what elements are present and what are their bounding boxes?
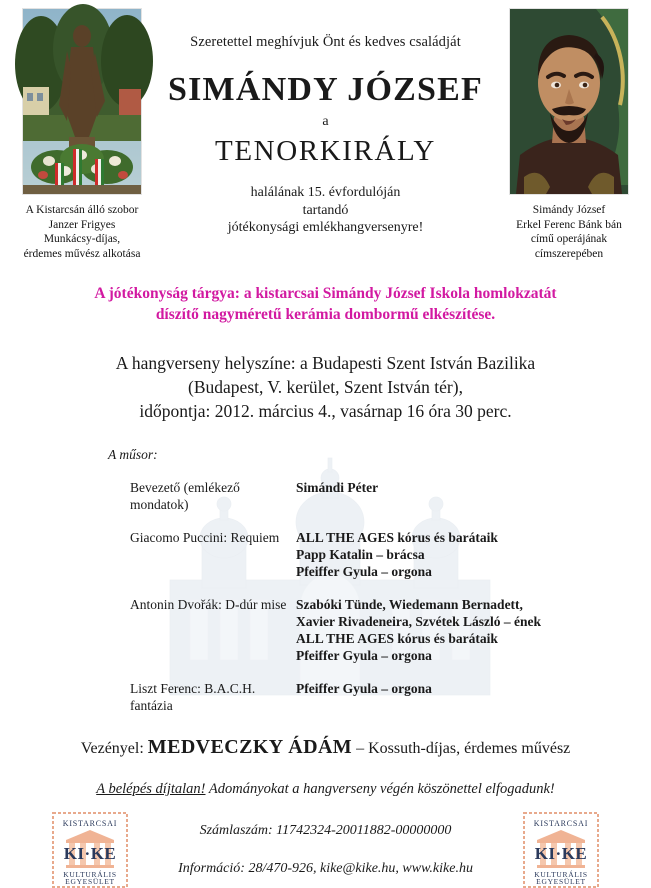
programme-section [0, 447, 651, 714]
honoree-name: SIMÁNDY JÓZSEF [168, 71, 483, 108]
svg-text:KISTARCSAI: KISTARCSAI [533, 819, 589, 828]
programme-performers [296, 596, 651, 664]
svg-text:KI·KE: KI·KE [63, 844, 117, 863]
admission-emphasis: A belépés díjtalan! [96, 781, 206, 797]
admission-rest: Adományokat a hangverseny végén köszönettel elfogadunk! [208, 781, 555, 797]
programme-work-title: Giacomo Puccini: Requiem [130, 530, 280, 545]
right-caption-line-1: Simándy József [532, 204, 606, 216]
left-caption-line-1: A Kistarcsán álló szobor [25, 204, 139, 216]
venue-line-3: időpontja: 2012. március 4., vasárnap 16 óra 30 perc. [139, 401, 512, 421]
venue-line-1: A hangverseny helyszíne: a Budapesti Szent István Bazilika [115, 353, 536, 373]
bank-account-number: Számlaszám: 11742324-20011882-00000000 [199, 823, 452, 838]
left-caption-line-4: érdemes művész alkotása [23, 247, 141, 260]
invitation-line: Szeretettel meghívjuk Önt és kedves családját [190, 34, 461, 50]
occasion-line-1: halálának 15. évfordulóján [250, 185, 401, 200]
programme-item [108, 479, 651, 513]
right-caption-line-4: címszerepében [534, 247, 604, 260]
poster-footer [0, 812, 651, 888]
programme-item [108, 680, 651, 714]
performer-line: ALL THE AGES kórus és barátaik [296, 631, 498, 646]
left-caption-line-3: Munkácsy-díjas, [43, 233, 121, 245]
performer-line: ALL THE AGES kórus és barátaik [296, 530, 498, 545]
purpose-line-2: díszítő nagyméretű kerámia dombormű elkészítése. [155, 306, 496, 323]
contact-info: Információ: 28/470-926, kike@kike.hu, www.kike.hu [178, 861, 473, 876]
admission-note [0, 781, 651, 798]
programme-performers [296, 680, 651, 697]
kike-logo-right [523, 812, 599, 888]
conductor-titles: – Kossuth-díjas, érdemes művész [356, 740, 571, 757]
performer-line: Papp Katalin – brácsa [296, 547, 425, 562]
programme-work-title: Liszt Ferenc: B.A.C.H. fantázia [130, 681, 256, 713]
svg-text:KISTARCSAI: KISTARCSAI [62, 819, 118, 828]
venue-line-2: (Budapest, V. kerület, Szent István tér), [188, 377, 463, 397]
programme-performers [296, 479, 651, 496]
title-column [158, 8, 493, 237]
conductor-line [0, 736, 651, 759]
svg-text:KULTURÁLIS: KULTURÁLIS [63, 870, 117, 879]
purpose-line-1: A jótékonyság tárgya: a kistarcsai Simándy József Iskola homlokzatát [94, 285, 557, 302]
footer-contact-block [128, 821, 523, 879]
right-photo-caption [493, 203, 645, 261]
programme-work-title: Antonin Dvořák: D-dúr mise [130, 597, 287, 612]
occasion-line-2: tartandó [302, 202, 349, 218]
right-photo-column [493, 8, 645, 261]
performer-line: Pfeiffer Gyula – orgona [296, 564, 432, 579]
right-caption-line-3: című operájának [530, 233, 608, 245]
programme-performers [296, 529, 651, 580]
occasion-line-3: jótékonysági emlékhangversenyre! [227, 220, 424, 235]
svg-text:EGYESÜLET: EGYESÜLET [536, 877, 586, 886]
programme-work-title: Bevezető (emlékező mondatok) [130, 480, 240, 512]
svg-text:EGYESÜLET: EGYESÜLET [65, 877, 115, 886]
performer-line: Simándi Péter [296, 480, 379, 495]
programme-label: A műsor: [108, 447, 158, 462]
kike-logo-left [52, 812, 128, 888]
performer-line: Xavier Rivadeneira, Szvétek László – ének [296, 614, 541, 629]
programme-item [108, 529, 651, 580]
svg-text:KULTURÁLIS: KULTURÁLIS [534, 870, 588, 879]
performer-line: Pfeiffer Gyula – orgona [296, 681, 432, 696]
charity-purpose-statement [0, 283, 651, 325]
venue-and-time-block [0, 351, 651, 423]
left-photo-caption [6, 203, 158, 261]
performer-line: Pfeiffer Gyula – orgona [296, 648, 432, 663]
simandy-statue-photo [22, 8, 142, 195]
title-connector: a [322, 114, 329, 129]
conductor-prefix: Vezényel: [80, 740, 144, 757]
svg-text:KI·KE: KI·KE [534, 844, 588, 863]
honoree-epithet: TENORKIRÁLY [215, 135, 436, 167]
left-caption-line-2: Janzer Frigyes [48, 218, 116, 231]
performer-line: Szabóki Tünde, Wiedemann Bernadett, [296, 597, 523, 612]
occasion-lines [158, 184, 493, 237]
simandy-portrait-photo [509, 8, 629, 195]
left-photo-column [6, 8, 158, 261]
conductor-name: MEDVECZKY ÁDÁM [147, 736, 353, 758]
programme-item [108, 596, 651, 664]
poster-header [0, 0, 651, 261]
right-caption-line-2: Erkel Ferenc Bánk bán [516, 218, 622, 231]
